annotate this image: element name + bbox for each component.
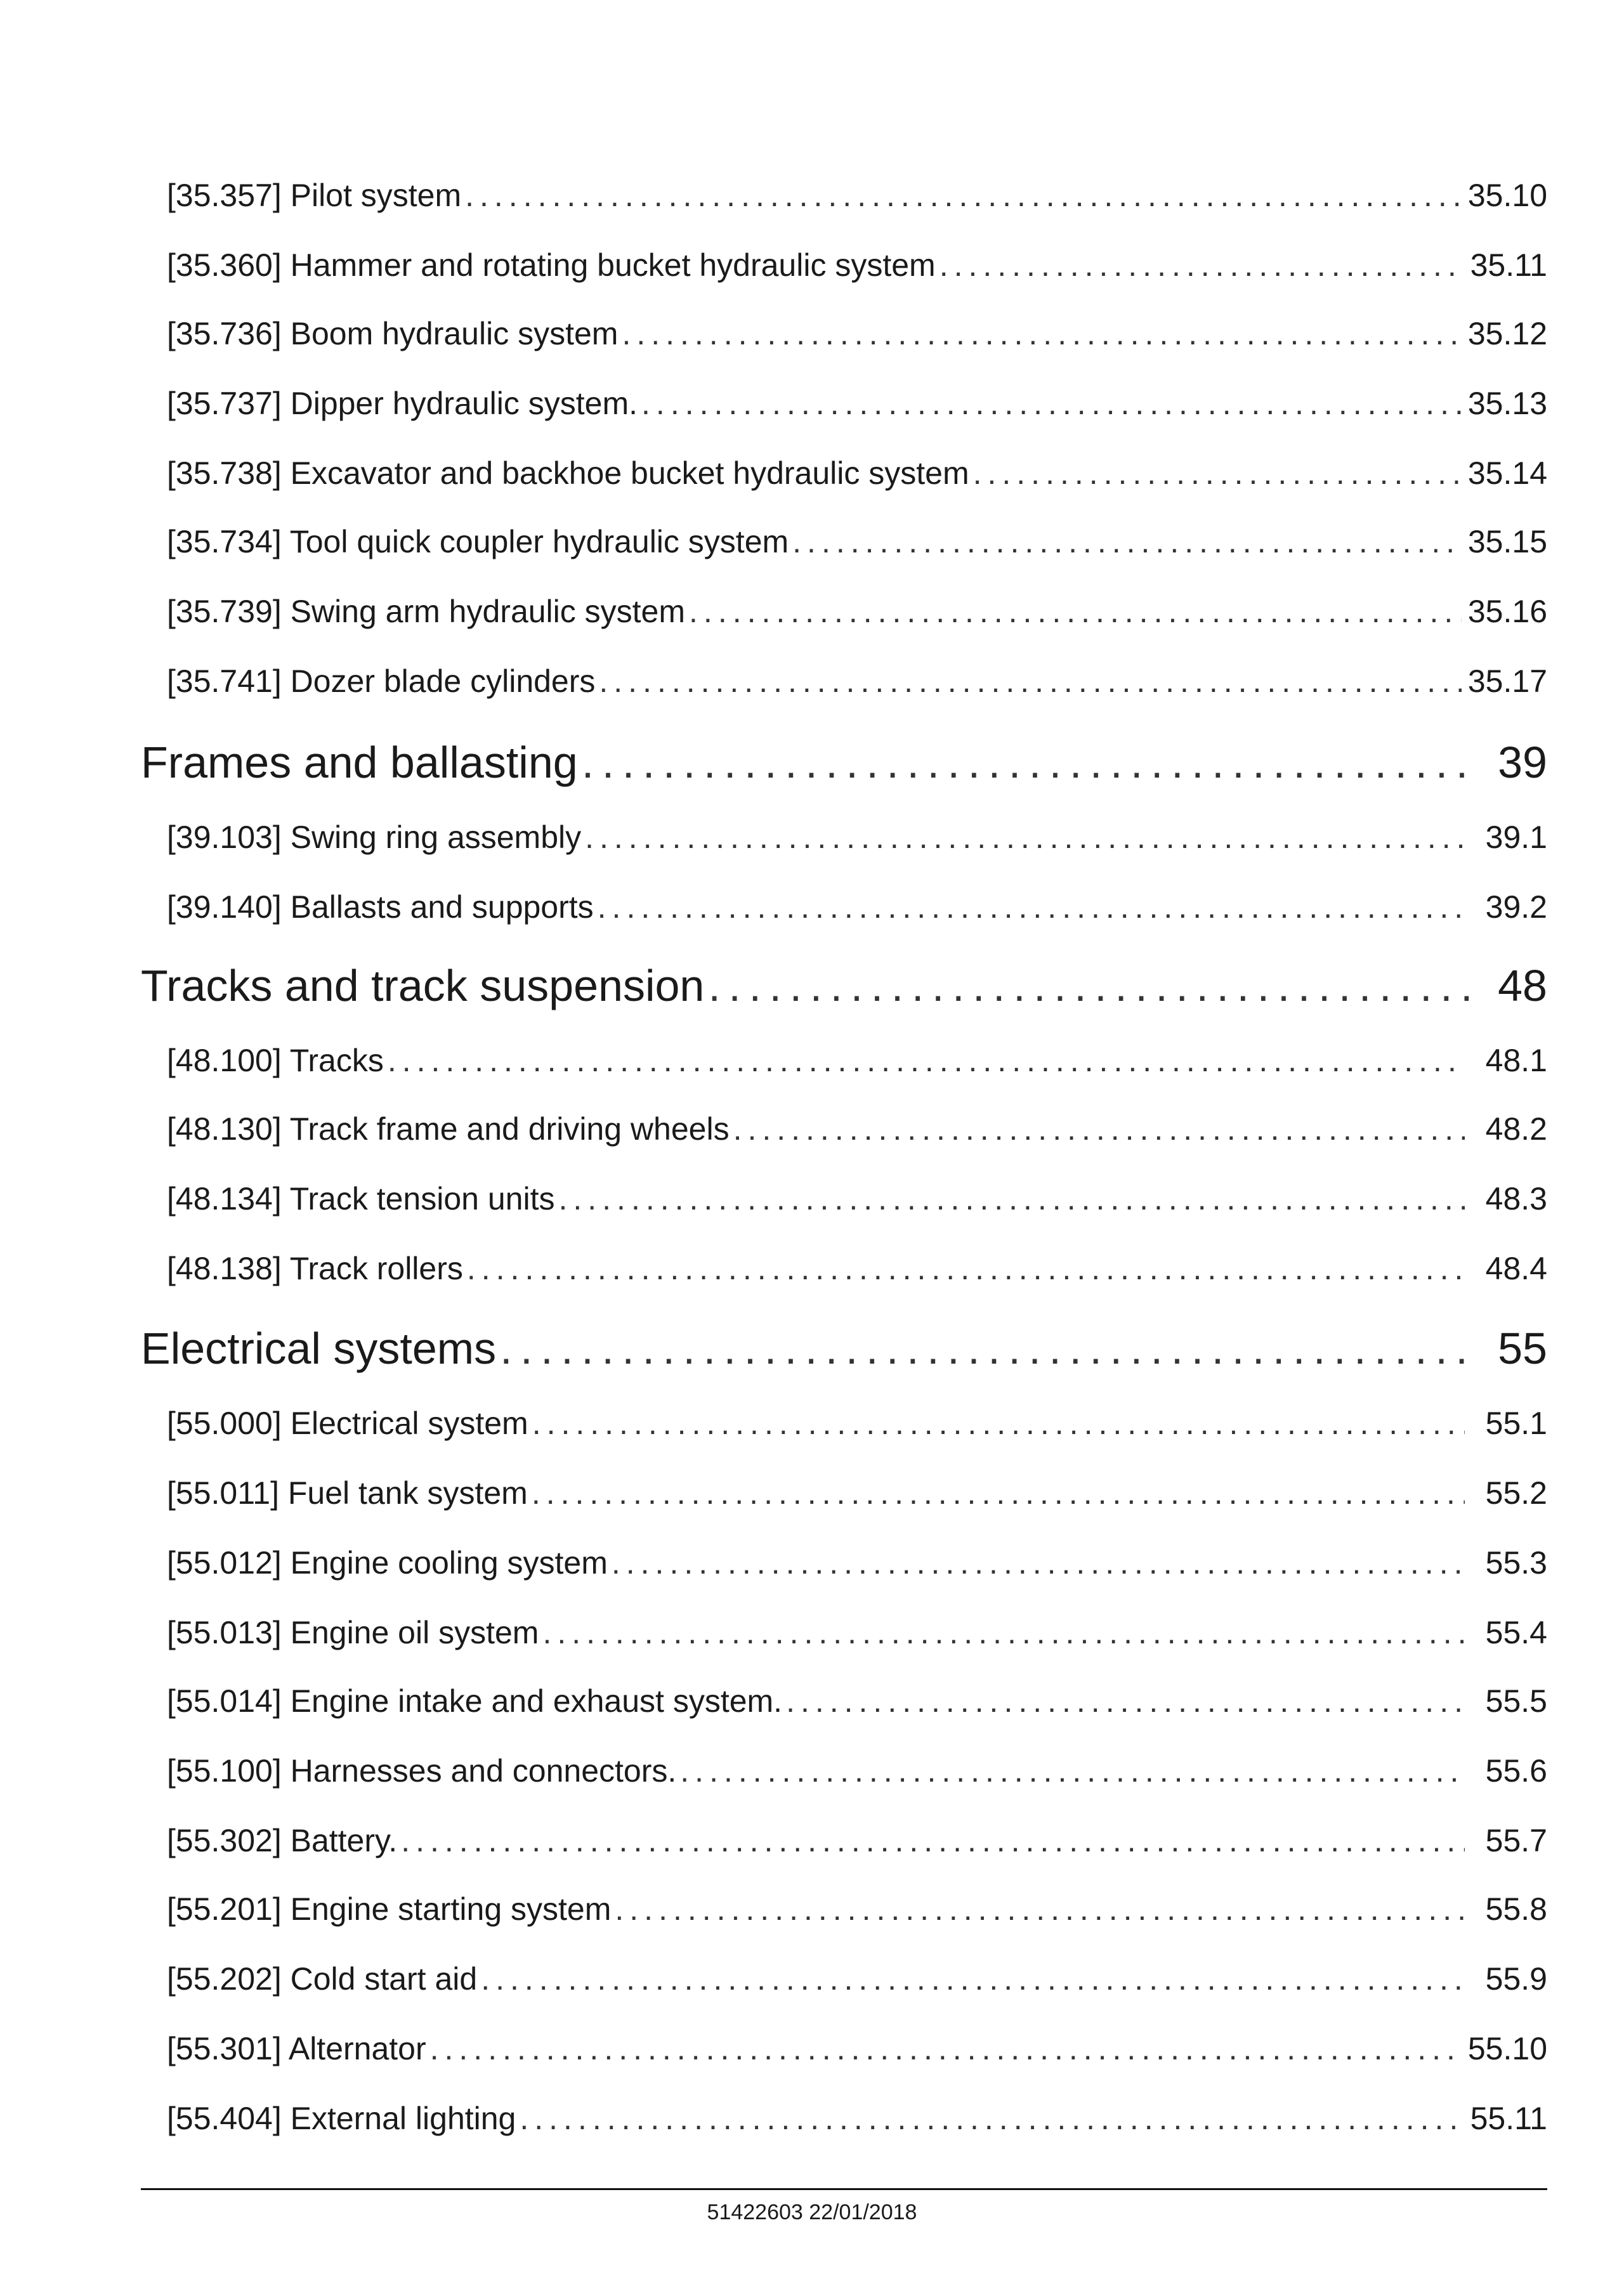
- dot-leader: [689, 592, 1462, 630]
- toc-entry-page: 48.2: [1485, 1111, 1547, 1147]
- toc-entry-label: [48.138] Track rollers: [167, 1251, 463, 1286]
- toc-entry-label: [35.741] Dozer blade cylinders: [167, 663, 596, 699]
- toc-entry[interactable]: [167, 1474, 1547, 1512]
- toc-entry[interactable]: [167, 2030, 1547, 2068]
- dot-leader: [532, 1474, 1465, 1512]
- toc-entry-page: 35.15: [1467, 524, 1547, 559]
- dot-leader: [465, 176, 1462, 214]
- toc-entry-page: 55.3: [1485, 1545, 1547, 1581]
- toc-entry-page: 35.11: [1470, 247, 1547, 283]
- toc-entry-page: 55.4: [1485, 1615, 1547, 1650]
- toc-entry-page: 48.3: [1485, 1181, 1547, 1216]
- toc-entry-label: [48.130] Track frame and driving wheels: [167, 1111, 730, 1147]
- toc-entry[interactable]: [167, 1890, 1547, 1928]
- toc-entry-label: [35.739] Swing arm hydraulic system: [167, 594, 686, 629]
- toc-entry[interactable]: [167, 1249, 1547, 1288]
- toc-entry-label: [55.201] Engine starting system: [167, 1891, 612, 1927]
- toc-entry[interactable]: [167, 2099, 1547, 2137]
- dot-leader: [641, 384, 1462, 422]
- footer-document-id: 51422603 22/01/2018: [707, 2200, 917, 2224]
- toc-entry-label: [35.734] Tool quick coupler hydraulic system: [167, 524, 789, 559]
- toc-section[interactable]: [141, 736, 1547, 789]
- toc-entry[interactable]: [167, 592, 1547, 630]
- toc-entry[interactable]: [167, 246, 1547, 284]
- toc-entry[interactable]: [167, 818, 1547, 856]
- toc-entry[interactable]: [167, 384, 1547, 422]
- toc-entry-label: [39.140] Ballasts and supports: [167, 889, 594, 925]
- toc-entry[interactable]: [167, 1752, 1547, 1790]
- toc-section-page: 48: [1498, 961, 1547, 1010]
- toc-entry-label: [55.302] Battery.: [167, 1823, 398, 1858]
- dot-leader: [582, 736, 1471, 789]
- dot-leader: [598, 888, 1465, 926]
- dot-leader: [401, 1822, 1465, 1860]
- dot-leader: [599, 662, 1461, 700]
- dot-leader: [467, 1249, 1465, 1288]
- toc-entry-page: 55.5: [1485, 1683, 1547, 1719]
- dot-leader: [612, 1544, 1465, 1582]
- toc-entry[interactable]: [167, 315, 1547, 353]
- toc-entry[interactable]: [167, 1404, 1547, 1442]
- dot-leader: [585, 818, 1465, 856]
- toc-entry-label: [48.134] Track tension units: [167, 1181, 555, 1216]
- dot-leader: [786, 1682, 1465, 1720]
- toc-entry[interactable]: [167, 662, 1547, 700]
- dot-leader: [481, 1960, 1465, 1998]
- toc-entry-page: 55.11: [1470, 2101, 1547, 2136]
- dot-leader: [940, 246, 1464, 284]
- dot-leader: [733, 1110, 1465, 1148]
- toc-entry-label: [55.011] Fuel tank system: [167, 1475, 528, 1511]
- toc-entry[interactable]: [167, 1960, 1547, 1998]
- toc-entry[interactable]: [167, 1110, 1547, 1148]
- toc-entry-label: [35.736] Boom hydraulic system: [167, 316, 619, 351]
- dot-leader: [430, 2030, 1462, 2068]
- toc-entry-page: 55.6: [1485, 1753, 1547, 1789]
- toc-entry[interactable]: [167, 1614, 1547, 1652]
- footer-rule: [141, 2188, 1547, 2190]
- dot-leader: [542, 1614, 1465, 1652]
- toc-entry-page: 55.1: [1485, 1406, 1547, 1441]
- dot-leader: [973, 454, 1462, 492]
- toc-entry-label: [55.013] Engine oil system: [167, 1615, 539, 1650]
- toc-section-page: 39: [1498, 738, 1547, 787]
- toc-entry-page: 35.16: [1467, 594, 1547, 629]
- toc-entry[interactable]: [167, 1544, 1547, 1582]
- dot-leader: [532, 1404, 1465, 1442]
- toc-entry-page: 39.2: [1485, 889, 1547, 925]
- toc-entry[interactable]: [167, 454, 1547, 492]
- toc-entry[interactable]: [167, 888, 1547, 926]
- toc-entry-page: 55.9: [1485, 1961, 1547, 1997]
- toc-entry[interactable]: [167, 176, 1547, 214]
- toc-entry-page: 35.14: [1467, 455, 1547, 491]
- dot-leader: [680, 1752, 1465, 1790]
- toc-entry-page: 35.17: [1467, 663, 1547, 699]
- toc-entry-label: [55.012] Engine cooling system: [167, 1545, 608, 1581]
- toc-entry-page: 35.13: [1467, 386, 1547, 421]
- toc-section-label: Electrical systems: [141, 1324, 497, 1373]
- dot-leader: [622, 315, 1461, 353]
- toc-section[interactable]: [141, 959, 1547, 1012]
- toc-entry-page: 35.10: [1467, 178, 1547, 213]
- dot-leader: [558, 1180, 1465, 1218]
- toc-entry-page: 55.7: [1485, 1823, 1547, 1858]
- toc-section-page: 55: [1498, 1324, 1547, 1373]
- dot-leader: [520, 2099, 1464, 2137]
- toc-entry[interactable]: [167, 1041, 1547, 1080]
- toc-entry-label: [55.000] Electrical system: [167, 1406, 528, 1441]
- toc-entry-page: 55.8: [1485, 1891, 1547, 1927]
- toc-entry-page: 39.1: [1485, 819, 1547, 855]
- toc-entry[interactable]: [167, 523, 1547, 561]
- toc-entry-page: 55.10: [1467, 2031, 1547, 2066]
- toc-entry-page: 55.2: [1485, 1475, 1547, 1511]
- toc-entry-label: [55.404] External lighting: [167, 2101, 516, 2136]
- dot-leader: [500, 1322, 1471, 1375]
- toc-entry-label: [35.738] Excavator and backhoe bucket hydraulic system: [167, 455, 969, 491]
- dot-leader: [708, 959, 1471, 1012]
- toc-section-label: Frames and ballasting: [141, 738, 578, 787]
- toc-entry-label: [35.737] Dipper hydraulic system.: [167, 386, 638, 421]
- toc-entry[interactable]: [167, 1180, 1547, 1218]
- toc-entry-label: [35.357] Pilot system: [167, 178, 462, 213]
- dot-leader: [792, 523, 1462, 561]
- toc-entry-label: [55.014] Engine intake and exhaust system.: [167, 1683, 783, 1719]
- toc-entry-label: [55.100] Harnesses and connectors.: [167, 1753, 677, 1789]
- dot-leader: [615, 1890, 1465, 1928]
- toc-section-label: Tracks and track suspension: [141, 961, 705, 1010]
- toc-entry-page: 48.4: [1485, 1251, 1547, 1286]
- toc-entry-label: [35.360] Hammer and rotating bucket hydraulic system: [167, 247, 936, 283]
- toc-entry[interactable]: [167, 1822, 1547, 1860]
- toc-entry-label: [48.100] Tracks: [167, 1043, 384, 1078]
- toc-entry-label: [55.202] Cold start aid: [167, 1961, 478, 1997]
- toc-section[interactable]: [141, 1322, 1547, 1375]
- toc-entry-label: [39.103] Swing ring assembly: [167, 819, 582, 855]
- toc-entry-page: 35.12: [1467, 316, 1547, 351]
- toc-entry[interactable]: [167, 1682, 1547, 1720]
- toc-entry-page: 48.1: [1485, 1043, 1547, 1078]
- toc-entry-label: [55.301] Alternator: [167, 2031, 426, 2066]
- dot-leader: [388, 1041, 1465, 1080]
